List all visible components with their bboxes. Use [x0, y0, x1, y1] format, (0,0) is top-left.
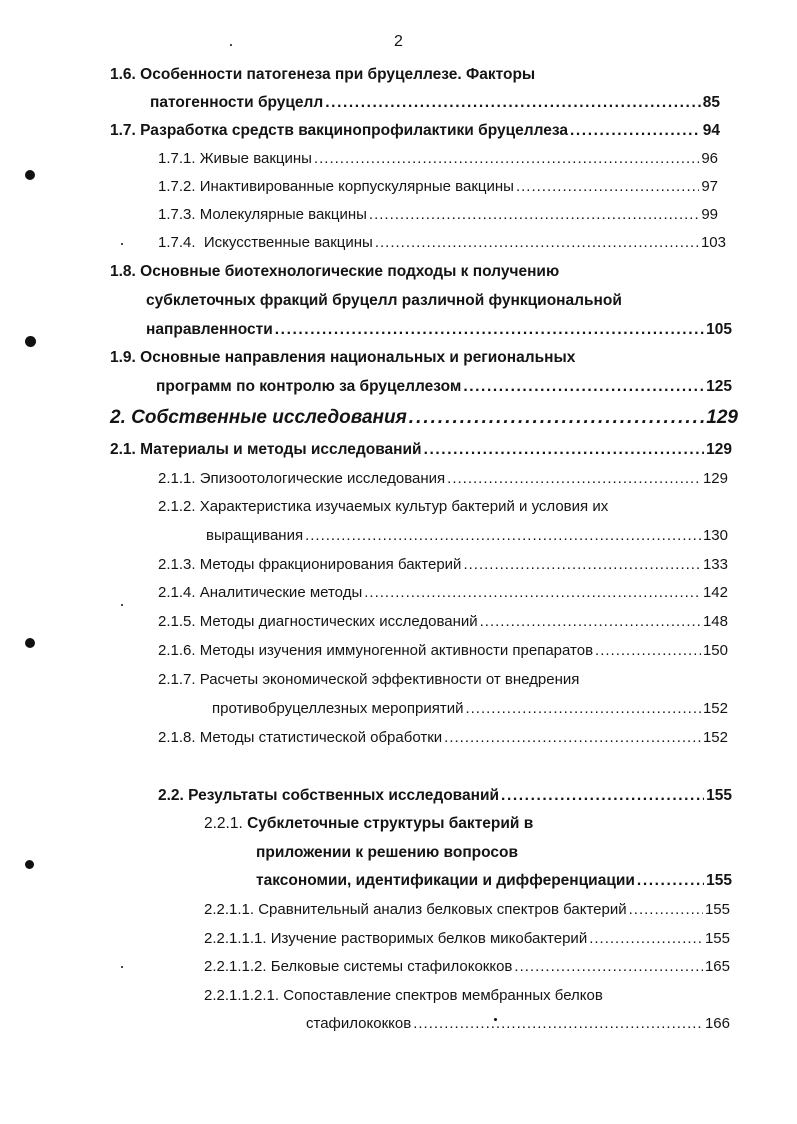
- toc-title: Методы фракционирования бактерий: [199, 556, 462, 573]
- toc-page: 129: [702, 470, 728, 487]
- toc-number: 1.9.: [110, 349, 136, 366]
- toc-title: Разработка средств вакцинопрофилактики бруцеллеза: [140, 122, 568, 139]
- toc-page: 155: [704, 930, 730, 947]
- toc-page: 148: [702, 613, 728, 630]
- dot-leader: [325, 89, 701, 117]
- dot-leader: [514, 953, 703, 981]
- toc-title: Изучение растворимых белков микобактерий: [270, 930, 588, 947]
- dot-leader: [305, 522, 701, 550]
- toc-title: Материалы и методы исследований: [140, 441, 422, 458]
- toc-title: Методы статистической обработки: [199, 729, 443, 746]
- dot-leader: [444, 724, 701, 752]
- scan-hole-mark: [25, 336, 36, 347]
- toc-entry-2-1-5: [158, 608, 728, 636]
- toc-page: 152: [702, 700, 728, 717]
- toc-page: 133: [702, 556, 728, 573]
- toc-entry-2-2-1-1-2: [204, 953, 730, 981]
- toc-page: 152: [702, 729, 728, 746]
- toc-entry-2-1-3: [158, 551, 728, 579]
- toc-number: 2.2.1.1.: [204, 901, 255, 918]
- toc-entry-2-2-1-line1: [204, 810, 533, 838]
- toc-entry-2-2-1-1: [204, 896, 730, 924]
- toc-page: 142: [702, 584, 728, 601]
- toc-number: 1.8.: [110, 263, 136, 280]
- toc-entry-1-7-3: [158, 201, 718, 229]
- toc-page: 94: [702, 122, 720, 139]
- toc-page: 97: [701, 178, 718, 195]
- toc-title: Основные биотехнологические подходы к получению: [140, 263, 560, 280]
- toc-entry-2-2-1-1-1: [204, 925, 730, 953]
- dot-leader: [447, 465, 701, 493]
- toc-title: выращивания: [206, 527, 304, 544]
- scan-hole-mark: [25, 170, 35, 180]
- toc-page: 125: [706, 378, 732, 395]
- dot-leader: [314, 145, 699, 173]
- toc-title: Искусственные вакцины: [203, 234, 373, 251]
- toc-number: 2.2.: [158, 787, 184, 804]
- toc-title: Эпизоотологические исследования: [199, 470, 446, 487]
- toc-entry-1-7-4: [158, 229, 726, 257]
- toc-number: 2.2.1.1.2.: [204, 958, 267, 975]
- toc-title: Характеристика изучаемых культур бактерий и условия их: [199, 498, 609, 515]
- toc-entry-2-2-1-line3: [256, 867, 732, 895]
- toc-page: 129: [706, 441, 732, 458]
- toc-title: Методы изучения иммуногенной активности препаратов: [199, 642, 594, 659]
- page-number: 2: [394, 33, 403, 50]
- dot-leader: [424, 436, 705, 464]
- toc-title: Живые вакцины: [199, 150, 312, 167]
- toc-page: 85: [702, 94, 720, 111]
- toc-number: 1.7.2.: [158, 178, 196, 195]
- toc-entry-1-8-line1: [110, 258, 559, 286]
- toc-number: 2.1.2.: [158, 498, 196, 515]
- toc-page: 130: [702, 527, 728, 544]
- toc-page: 96: [701, 150, 718, 167]
- dot-leader: [480, 608, 701, 636]
- dot-leader: [413, 1010, 703, 1038]
- toc-page: 155: [706, 787, 732, 804]
- dot-leader: [463, 373, 704, 401]
- toc-page: 105: [706, 321, 732, 338]
- toc-title: Инактивированные корпускулярные вакцины: [199, 178, 514, 195]
- toc-entry-1-8-line3: [146, 316, 732, 344]
- toc-number: 2.1.6.: [158, 642, 196, 659]
- toc-number: 2.2.1.: [204, 815, 243, 832]
- toc-entry-2-2-1-1-2-1-line1: [204, 982, 603, 1010]
- dot-leader: [375, 229, 699, 257]
- toc-entry-2: [110, 402, 738, 434]
- scan-hole-mark: [25, 860, 34, 869]
- toc-number: 2.2.1.1.1.: [204, 930, 267, 947]
- toc-entry-2-2: [158, 782, 732, 810]
- toc-entry-2-1-6: [158, 637, 728, 665]
- toc-title: противобруцеллезных мероприятий: [212, 700, 464, 717]
- toc-page: 150: [702, 642, 728, 659]
- dot-leader: [570, 117, 701, 145]
- toc-entry-1-6-line2: [150, 89, 720, 117]
- toc-page: 103: [700, 234, 726, 251]
- toc-entry-2-1-2-line2: [206, 522, 728, 550]
- toc-title: Расчеты экономической эффективности от внедрения: [199, 671, 580, 688]
- toc-page: 99: [701, 206, 718, 223]
- toc-page: 129: [706, 407, 738, 428]
- toc-entry-1-9-line2: [156, 373, 732, 401]
- toc-title: Особенности патогенеза при бруцеллезе. Факторы: [140, 66, 536, 83]
- toc-title: стафилококков: [306, 1015, 412, 1032]
- toc-entry-2-1-7-line1: [158, 666, 579, 694]
- toc-entry-1-7-1: [158, 145, 718, 173]
- toc-entry-1-7-2: [158, 173, 718, 201]
- toc-entry-2-1-4: [158, 579, 728, 607]
- dot-leader: [589, 925, 703, 953]
- toc-number: 2.1.3.: [158, 556, 196, 573]
- scan-speck: [121, 243, 123, 245]
- toc-number: 2.1.5.: [158, 613, 196, 630]
- toc-title: программ по контролю за бруцеллезом: [156, 378, 462, 395]
- toc-number: 2.2.1.1.2.1.: [204, 987, 280, 1004]
- scan-speck: [230, 44, 232, 46]
- dot-leader: [501, 782, 704, 810]
- toc-entry-2-1-1: [158, 465, 728, 493]
- dot-leader: [637, 867, 704, 895]
- toc-number: 2.1.7.: [158, 671, 196, 688]
- toc-number: 1.7.: [110, 122, 136, 139]
- toc-page: 155: [706, 872, 732, 889]
- dot-leader: [369, 201, 699, 229]
- toc-entry-2-1-7-line2: [212, 695, 728, 723]
- scan-speck: [494, 1018, 497, 1021]
- toc-page: 155: [704, 901, 730, 918]
- dot-leader: [463, 551, 701, 579]
- toc-title: Субклеточные структуры бактерий в: [247, 815, 534, 832]
- scan-hole-mark: [25, 638, 35, 648]
- dot-leader: [629, 896, 703, 924]
- scan-speck: [121, 604, 123, 606]
- toc-title: Аналитические методы: [199, 584, 363, 601]
- dot-leader: [364, 579, 701, 607]
- toc-entry-2-2-1-1-2-1-line2: [306, 1010, 730, 1038]
- toc-entry-1-6-line1: [110, 61, 535, 89]
- toc-number: 2.1.4.: [158, 584, 196, 601]
- dot-leader: [409, 402, 705, 434]
- toc-entry-2-1: [110, 436, 732, 464]
- toc-title: Основные направления национальных и региональных: [140, 349, 576, 366]
- toc-number: 1.6.: [110, 66, 136, 83]
- dot-leader: [465, 695, 701, 723]
- toc-number: 1.7.3.: [158, 206, 196, 223]
- toc-number: 1.7.1.: [158, 150, 196, 167]
- toc-title: Сопоставление спектров мембранных белков: [283, 987, 603, 1004]
- toc-entry-1-7: [110, 117, 720, 145]
- toc-title: таксономии, идентификации и дифференциации: [256, 872, 635, 889]
- scan-speck: [121, 966, 123, 968]
- toc-title: Белковые системы стафилококков: [270, 958, 513, 975]
- toc-title: Результаты собственных исследований: [188, 787, 500, 804]
- toc-number: 1.7.4.: [158, 234, 196, 251]
- dot-leader: [275, 316, 704, 344]
- toc-title: направленности: [146, 321, 273, 338]
- toc-page: 166: [704, 1015, 730, 1032]
- toc-entry-1-8-line2: субклеточных фракций бруцелл различной функциональной: [146, 292, 622, 309]
- toc-entry-2-1-8: [158, 724, 728, 752]
- toc-number: 2.1.: [110, 441, 136, 458]
- toc-entry-1-9-line1: [110, 344, 575, 372]
- dot-leader: [516, 173, 699, 201]
- toc-title: 2. Собственные исследования: [110, 407, 407, 428]
- toc-number: 2.1.1.: [158, 470, 196, 487]
- toc-number: 2.1.8.: [158, 729, 196, 746]
- toc-title: Методы диагностических исследований: [199, 613, 478, 630]
- toc-page: 165: [704, 958, 730, 975]
- toc-title: Сравнительный анализ белковых спектров бактерий: [258, 901, 627, 918]
- dot-leader: [595, 637, 701, 665]
- toc-entry-2-1-2-line1: [158, 493, 608, 521]
- toc-title: Молекулярные вакцины: [199, 206, 367, 223]
- toc-entry-2-2-1-line2: приложении к решению вопросов: [256, 844, 519, 861]
- toc-title: патогенности бруцелл: [150, 94, 324, 111]
